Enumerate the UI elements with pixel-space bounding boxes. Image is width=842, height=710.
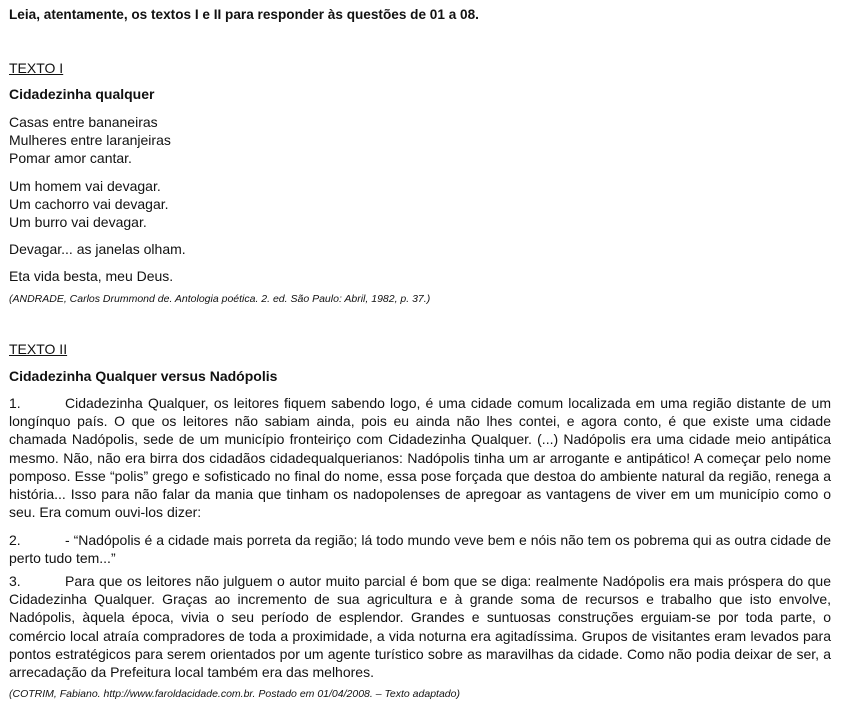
poem-title: Cidadezinha qualquer	[9, 86, 155, 102]
instruction-heading: Leia, atentamente, os textos I e II para responder às questões de 01 a 08.	[9, 7, 479, 22]
paragraph-number: 1.	[9, 395, 21, 411]
poem-stanza-4	[9, 267, 173, 285]
poem-line: Devagar... as janelas olham.	[9, 241, 186, 257]
article-title: Cidadezinha Qualquer versus Nadópolis	[9, 368, 278, 384]
paragraph-2	[9, 531, 831, 567]
paragraph-3	[9, 572, 831, 681]
texto-1-label: TEXTO I	[9, 60, 64, 76]
paragraph-text: Para que os leitores não julguem o autor muito parcial é bom que se diga: realmente Nadópolis era mais próspera do que Cidadezinha Qualquer. Graças ao incremento de sua agricultura e à grande soma de recursos e trabalho que isto envolve, Nadópolis, àquela época, vivia o seu período de esplendor. Grandes e suntuosas construções erguiam-se por toda parte, o comércio local atraía compradores de toda a proximidade, a vida noturna era agitadíssima. Grupos de visitantes eram levados para pontos estratégicos para serem orientados por um agente turístico sobre as maravilhas da cidade. Como não podia deixar de ser, a arrecadação da Prefeitura local também era das melhores.	[9, 573, 831, 681]
poem-stanza-1	[9, 113, 171, 167]
paragraph-text: Cidadezinha Qualquer, os leitores fiquem sabendo logo, é uma cidade comum localizada em uma região distante de um longínquo país. O que os leitores não sabiam ainda, pois eu ainda não lhes contei, e agora conto, é que existe uma cidade chamada Nadópolis, sede de um município fronteiriço com Cidadezinha Qualquer. (...) Nadópolis era uma cidade meio antipática mesmo. Não, não era birra dos cidadãos cidadequalquerianos: Nadópolis tinha um ar arrogante e antipático! A começar pelo nome pomposo. Esse “polis” grego e sofisticado no final do nome, essa pose forçada que destoa do ambiente natural da região, renega a história... Isso para não falar da mania que tinham os nadopolenses de apregoar as vantagens de viver em um município como o seu. Era comum ouvi-los dizer:	[9, 395, 831, 521]
poem-line: Um homem vai devagar.	[9, 178, 161, 194]
texto-1-citation: (ANDRADE, Carlos Drummond de. Antologia poética. 2. ed. São Paulo: Abril, 1982, p. 37.)	[9, 293, 431, 305]
poem-line: Eta vida besta, meu Deus.	[9, 268, 174, 284]
poem-line: Um cachorro vai devagar.	[9, 196, 169, 212]
paragraph-number: 2.	[9, 532, 21, 548]
paragraph-number: 3.	[9, 573, 21, 589]
texto-2-citation: (COTRIM, Fabiano. http://www.faroldacidade.com.br. Postado em 01/04/2008. – Texto adaptado)	[9, 688, 460, 700]
poem-stanza-2	[9, 177, 169, 231]
poem-line: Casas entre bananeiras	[9, 114, 158, 130]
poem-line: Mulheres entre laranjeiras	[9, 132, 171, 148]
poem-stanza-3	[9, 240, 186, 258]
poem-line: Um burro vai devagar.	[9, 214, 147, 230]
paragraph-1	[9, 394, 831, 521]
paragraph-text: - “Nadópolis é a cidade mais porreta da região; lá todo mundo veve bem e nóis não tem os pobrema qui as outra cidade de perto tudo tem...”	[9, 532, 831, 567]
poem-line: Pomar amor cantar.	[9, 150, 132, 166]
texto-2-label: TEXTO II	[9, 341, 68, 357]
